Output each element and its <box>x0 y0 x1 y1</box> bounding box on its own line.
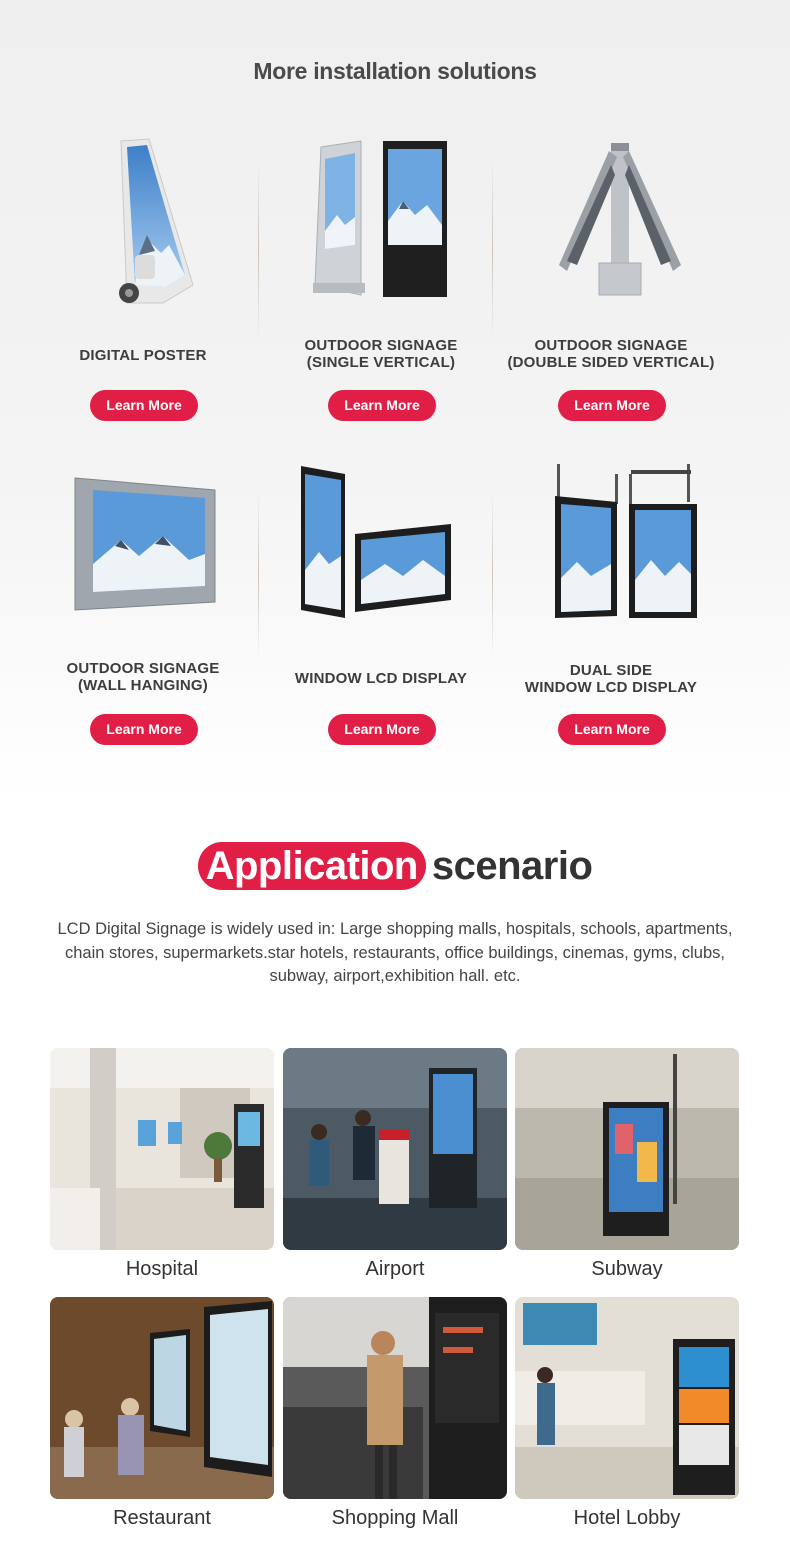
product-card <box>27 135 259 455</box>
shopping-mall-photo <box>283 1297 507 1499</box>
section-title: More installation solutions <box>253 58 537 84</box>
outdoor-signage-wall-image <box>43 460 243 630</box>
scene-label: Hospital <box>125 1258 199 1280</box>
scene-label: Airport <box>365 1258 425 1280</box>
product-card <box>495 135 727 455</box>
product-name: DIGITAL POSTER <box>79 347 207 364</box>
window-lcd-image <box>281 460 481 630</box>
product-name: OUTDOOR SIGNAGE (WALL HANGING) <box>66 660 220 694</box>
learn-more-button[interactable]: Learn More <box>90 714 198 745</box>
outdoor-signage-double-image <box>511 135 711 305</box>
scene-label: Restaurant <box>113 1507 211 1529</box>
product-name: WINDOW LCD DISPLAY <box>294 670 468 687</box>
product-name: DUAL SIDE WINDOW LCD DISPLAY <box>524 662 698 696</box>
product-card <box>265 135 497 455</box>
learn-more-button[interactable]: Learn More <box>328 390 436 421</box>
product-card <box>495 460 727 780</box>
hotel-lobby-photo <box>515 1297 739 1499</box>
subway-photo <box>515 1048 739 1250</box>
product-name: OUTDOOR SIGNAGE (SINGLE VERTICAL) <box>304 337 458 371</box>
scene-label: Shopping Mall <box>331 1507 459 1529</box>
scene-label: Subway <box>591 1258 663 1280</box>
digital-poster-image <box>43 135 243 305</box>
learn-more-button[interactable]: Learn More <box>90 390 198 421</box>
product-card <box>265 460 497 780</box>
application-heading <box>0 842 790 890</box>
dual-side-window-image <box>511 460 711 630</box>
outdoor-signage-single-image <box>281 135 481 305</box>
scene-label: Hotel Lobby <box>573 1507 681 1529</box>
restaurant-photo <box>50 1297 274 1499</box>
learn-more-button[interactable]: Learn More <box>558 714 666 745</box>
airport-photo <box>283 1048 507 1250</box>
heading-highlight: Application <box>198 842 426 890</box>
product-card <box>27 460 259 780</box>
application-description: LCD Digital Signage is widely used in: Large shopping malls, hospitals, schools, apartments, chain stores, supermarkets.star hotels, restaurants, office buildings, cinemas, gyms, clubs, subway, airport,exhibition hall. etc. <box>57 920 733 985</box>
learn-more-button[interactable]: Learn More <box>328 714 436 745</box>
hospital-photo <box>50 1048 274 1250</box>
product-name: OUTDOOR SIGNAGE (DOUBLE SIDED VERTICAL) <box>507 337 715 371</box>
heading-rest: scenario <box>431 844 593 888</box>
learn-more-button[interactable]: Learn More <box>558 390 666 421</box>
